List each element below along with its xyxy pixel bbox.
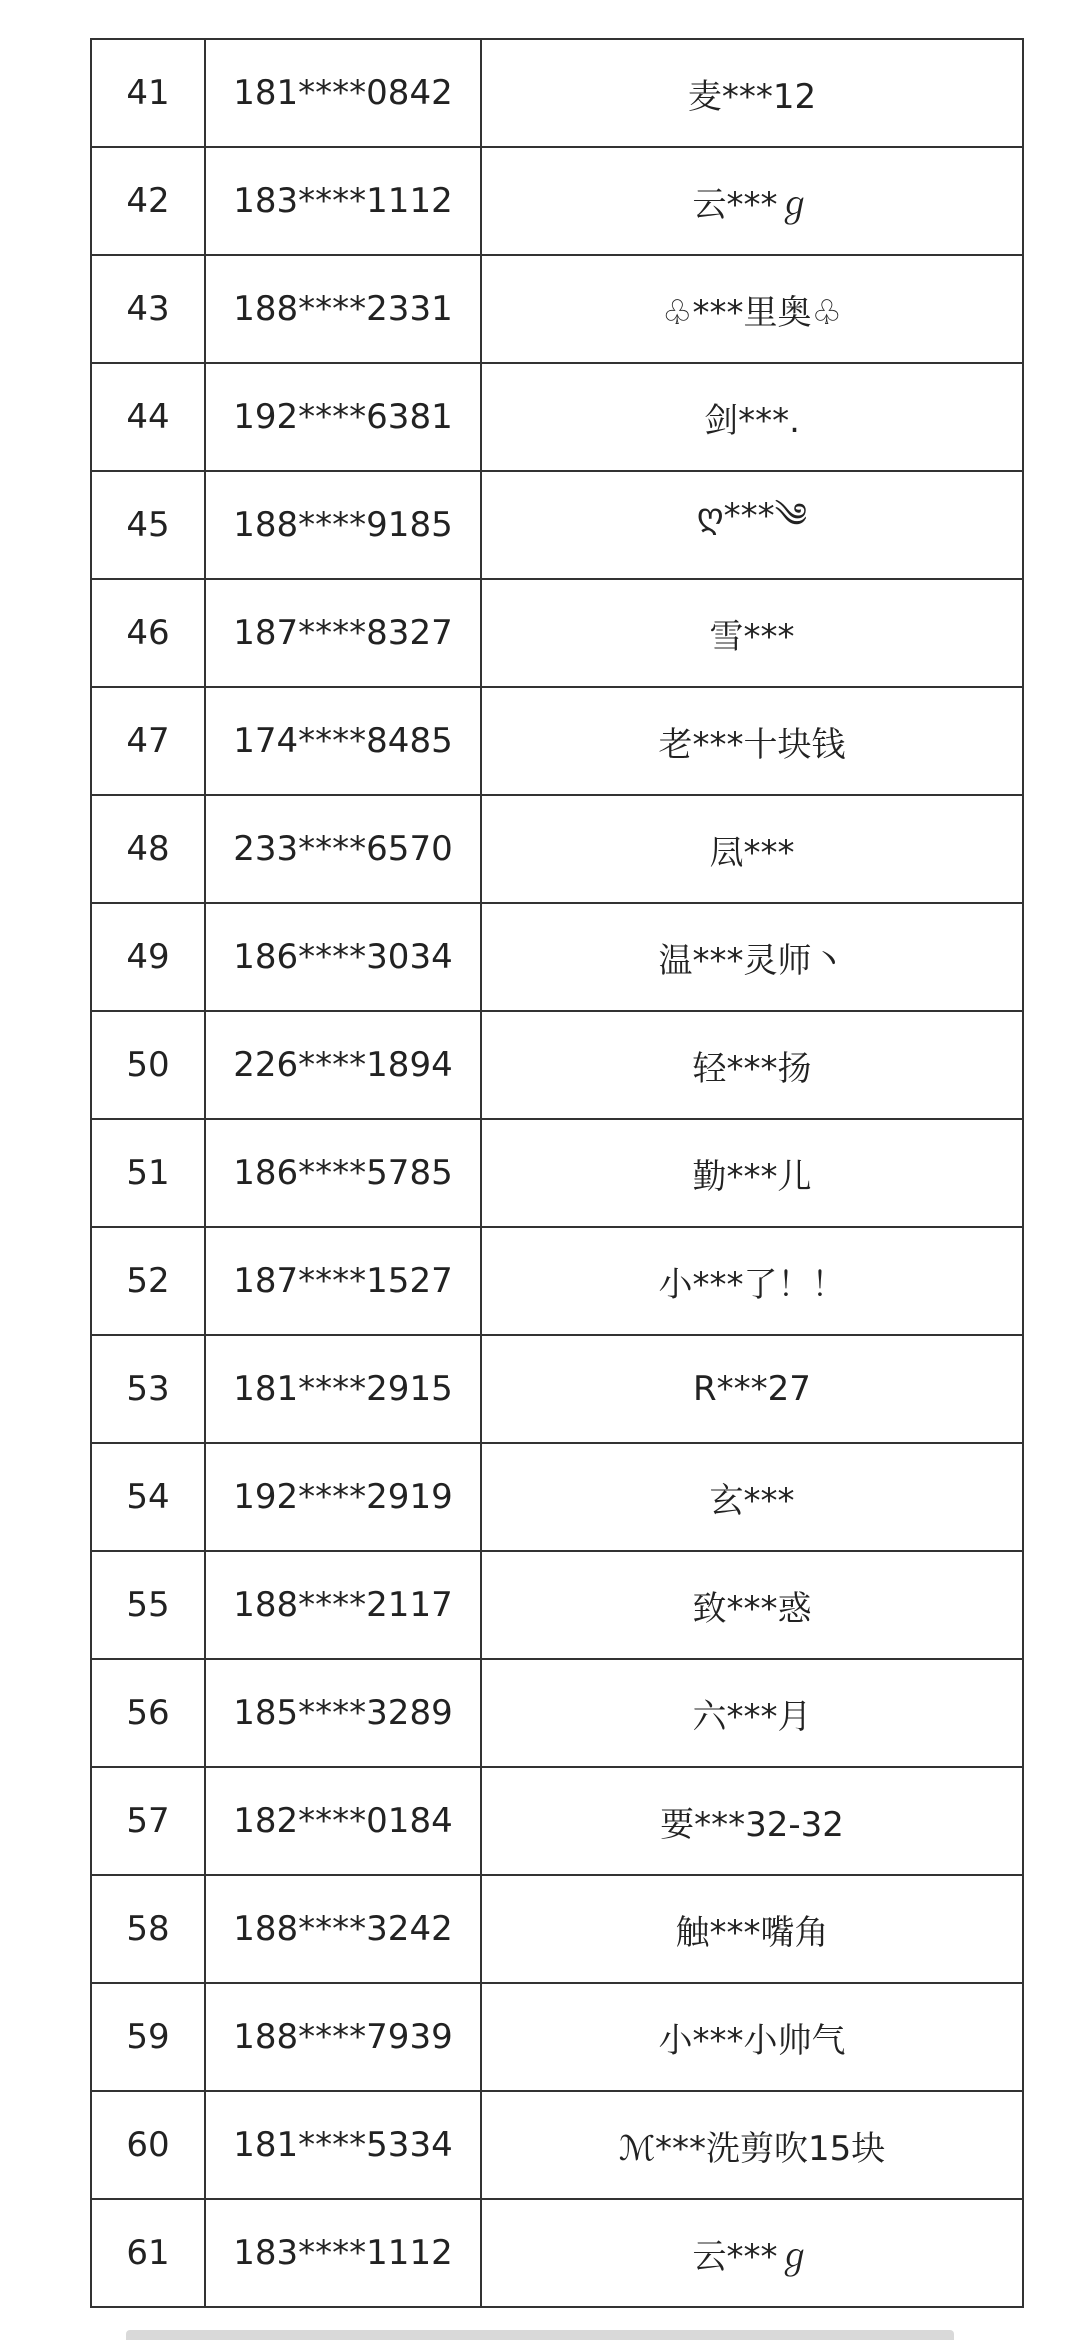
row-phone: 185****3289 <box>205 1659 481 1767</box>
row-index: 52 <box>91 1227 205 1335</box>
row-nickname: 凨*** <box>481 795 1023 903</box>
row-phone: 188****2117 <box>205 1551 481 1659</box>
row-nickname: 致***惑 <box>481 1551 1023 1659</box>
table-row <box>91 1659 1023 1767</box>
table-row <box>91 1119 1023 1227</box>
row-index: 60 <box>91 2091 205 2199</box>
table-row <box>91 1227 1023 1335</box>
row-nickname: 剑***. <box>481 363 1023 471</box>
table-row <box>91 1551 1023 1659</box>
row-phone: 181****0842 <box>205 39 481 147</box>
row-index: 57 <box>91 1767 205 1875</box>
table-row <box>91 471 1023 579</box>
results-table-container <box>90 38 1022 2308</box>
row-index: 55 <box>91 1551 205 1659</box>
row-index: 42 <box>91 147 205 255</box>
table-row <box>91 795 1023 903</box>
table-row <box>91 363 1023 471</box>
row-index: 50 <box>91 1011 205 1119</box>
row-index: 48 <box>91 795 205 903</box>
row-phone: 183****1112 <box>205 2199 481 2307</box>
row-index: 59 <box>91 1983 205 2091</box>
row-index: 47 <box>91 687 205 795</box>
row-nickname: R***27 <box>481 1335 1023 1443</box>
row-nickname: 云***ℊ <box>481 2199 1023 2307</box>
row-phone: 187****1527 <box>205 1227 481 1335</box>
row-nickname: 小***了！！ <box>481 1227 1023 1335</box>
row-phone: 192****6381 <box>205 363 481 471</box>
table-row <box>91 903 1023 1011</box>
row-nickname: 玄*** <box>481 1443 1023 1551</box>
row-index: 43 <box>91 255 205 363</box>
row-index: 44 <box>91 363 205 471</box>
row-phone: 183****1112 <box>205 147 481 255</box>
row-phone: 188****9185 <box>205 471 481 579</box>
row-nickname: 云***ℊ <box>481 147 1023 255</box>
table-row <box>91 1875 1023 1983</box>
row-phone: 188****3242 <box>205 1875 481 1983</box>
row-index: 51 <box>91 1119 205 1227</box>
row-phone: 181****5334 <box>205 2091 481 2199</box>
row-index: 58 <box>91 1875 205 1983</box>
row-nickname: 勤***儿 <box>481 1119 1023 1227</box>
row-index: 61 <box>91 2199 205 2307</box>
row-index: 53 <box>91 1335 205 1443</box>
horizontal-scrollbar[interactable] <box>126 2330 954 2340</box>
table-row <box>91 687 1023 795</box>
results-table <box>90 38 1024 2308</box>
table-row <box>91 147 1023 255</box>
row-phone: 188****7939 <box>205 1983 481 2091</box>
row-index: 45 <box>91 471 205 579</box>
row-phone: 233****6570 <box>205 795 481 903</box>
table-row <box>91 2091 1023 2199</box>
row-phone: 186****5785 <box>205 1119 481 1227</box>
table-row <box>91 39 1023 147</box>
table-row <box>91 1443 1023 1551</box>
table-row <box>91 1767 1023 1875</box>
row-phone: 187****8327 <box>205 579 481 687</box>
row-nickname: 雪*** <box>481 579 1023 687</box>
table-row <box>91 255 1023 363</box>
row-phone: 182****0184 <box>205 1767 481 1875</box>
table-row <box>91 2199 1023 2307</box>
row-phone: 186****3034 <box>205 903 481 1011</box>
row-nickname: ℳ***洗剪吹15块 <box>481 2091 1023 2199</box>
row-index: 54 <box>91 1443 205 1551</box>
row-index: 56 <box>91 1659 205 1767</box>
row-nickname: 小***小帅气 <box>481 1983 1023 2091</box>
row-nickname: ღ***༄ <box>481 471 1023 579</box>
row-phone: 188****2331 <box>205 255 481 363</box>
table-row <box>91 579 1023 687</box>
row-nickname: 温***灵师丶 <box>481 903 1023 1011</box>
row-index: 41 <box>91 39 205 147</box>
row-nickname: 麦***12 <box>481 39 1023 147</box>
row-index: 49 <box>91 903 205 1011</box>
row-phone: 181****2915 <box>205 1335 481 1443</box>
row-nickname: 触***嘴角 <box>481 1875 1023 1983</box>
row-nickname: 要***32-32 <box>481 1767 1023 1875</box>
table-row <box>91 1011 1023 1119</box>
table-row <box>91 1983 1023 2091</box>
table-row <box>91 1335 1023 1443</box>
row-phone: 174****8485 <box>205 687 481 795</box>
row-phone: 192****2919 <box>205 1443 481 1551</box>
row-nickname: ♧***里奥♧ <box>481 255 1023 363</box>
row-nickname: 轻***扬 <box>481 1011 1023 1119</box>
row-nickname: 六***月 <box>481 1659 1023 1767</box>
row-index: 46 <box>91 579 205 687</box>
row-phone: 226****1894 <box>205 1011 481 1119</box>
row-nickname: 老***十块钱 <box>481 687 1023 795</box>
